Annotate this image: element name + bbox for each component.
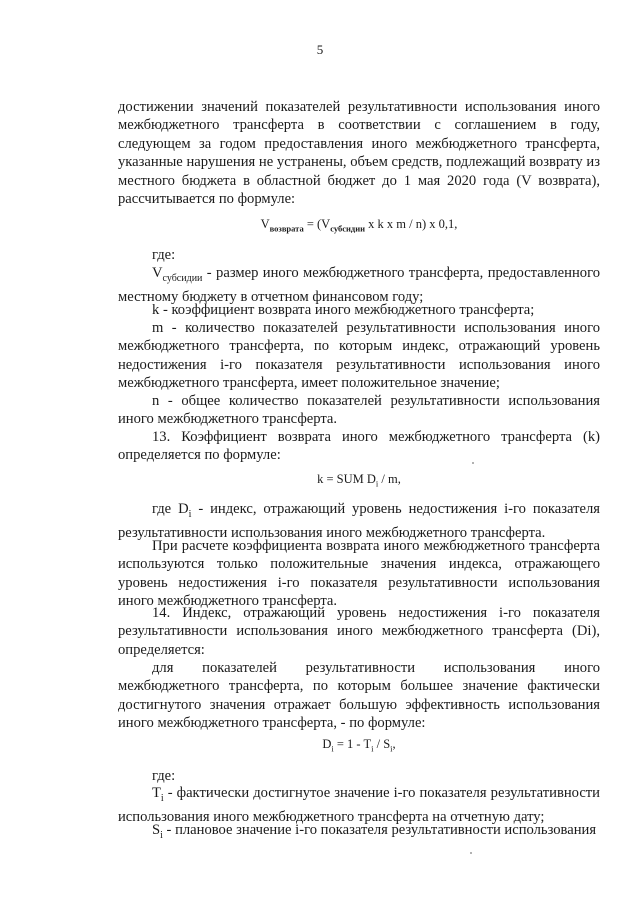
definition-k: k - коэффициент возврата иного межбюджетного трансферта; — [152, 302, 535, 318]
paragraph-continuation: достижении значений показателей результативности использования иного межбюджетного трансферта в соответствии с соглашением в году, следующем за годом предоставления иного межбюджетного трансферта, указанные нарушения не устранены, объем средств, подлежащий возврату из местного бюджета в областной бюджет до 1 мая 2020 года (V возврата), рассчитывается по формуле: — [118, 99, 600, 208]
definition-v-subsidy: $V_{субсидии}$ - размер иного межбюджетного трансферта, предоставленного местному бюджету в отчетном финансовом году; — [118, 265, 600, 306]
definition-si: $S_i$ - плановое значение i-го показателя результативности использования — [152, 822, 597, 841]
formula-k: k = SUM $D_i$ / m, — [317, 472, 401, 489]
definition-di: где $D_i$ - индекс, отражающий уровень недостижения i-го показателя результативности использования иного межбюджетного трансферта. — [118, 501, 600, 542]
formula-v-return: $V_{возврата} = (V_{субсидии}$ x k x m / n) x 0,1, — [260, 217, 458, 234]
paragraph-14: 14. Индекс, отражающий уровень недостижения i-го показателя результативности использования иного межбюджетного трансферта (Di), определяется: — [118, 605, 600, 658]
page-number: 5 — [316, 42, 324, 57]
scan-speck — [472, 462, 474, 464]
where-label-2: где: — [152, 768, 176, 784]
definition-n: n - общее количество показателей результативности использования иного межбюджетного трансферта. — [118, 393, 600, 428]
definition-m: m - количество показателей результативности использования иного межбюджетного трансферта, по которым индекс, отражающий уровень недостижения i-го показателя результативности использования иного межбюджетного трансферта, имеет положительное значение; — [118, 320, 600, 392]
definition-ti: $T_i$ - фактически достигнутое значение i-го показателя результативности использования иного межбюджетного трансферта на отчетную дату; — [118, 785, 600, 826]
paragraph-for-indicators: для показателей результативности использования иного межбюджетного трансферта, по которым большее значение фактически достигнутого значения отражает большую эффективность использования иного межбюджетного трансферта, - по формуле: — [118, 660, 600, 732]
paragraph-13: 13. Коэффициент возврата иного межбюджетного трансферта (k) определяется по формуле: — [118, 429, 600, 464]
scan-speck — [470, 852, 472, 854]
where-label-1: где: — [152, 247, 176, 263]
paragraph-calculation: При расчете коэффициента возврата иного межбюджетного трансферта используются только положительные значения индекса, отражающего уровень недостижения i-го показателя результативности использования иного межбюджетного трансферта. — [118, 538, 600, 610]
formula-di: $D_i = 1 - T_i / S_i$, — [322, 737, 396, 754]
